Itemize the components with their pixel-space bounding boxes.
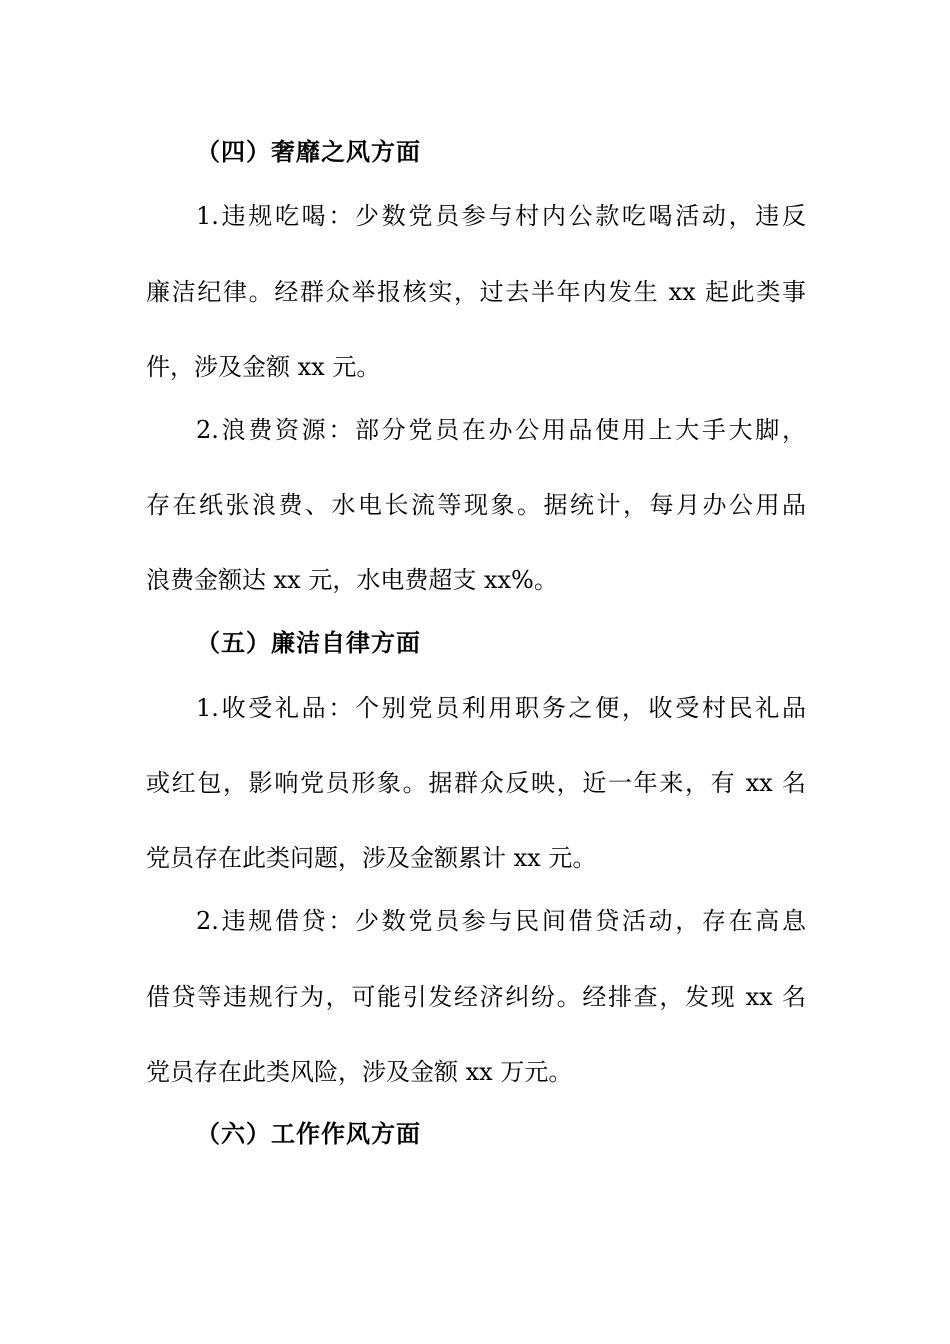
paragraph-line: 2.浪费资源：部分党员在办公用品使用上大手大脚， [196,416,806,444]
paragraph-line: 浪费金额达 xx 元，水电费超支 xx%。 [146,566,558,594]
section-heading-5: （五）廉洁自律方面 [196,629,421,657]
paragraph-line: 或红包，影响党员形象。据群众反映，近一年来，有 xx 名 [146,769,806,797]
paragraph-line: 党员存在此类问题，涉及金额累计 xx 元。 [146,844,597,872]
paragraph-line: 党员存在此类风险，涉及金额 xx 万元。 [146,1058,573,1086]
paragraph-line: 1.违规吃喝：少数党员参与村内公款吃喝活动，违反 [196,202,806,230]
paragraph-line: 1.收受礼品：个别党员利用职务之便，收受村民礼品 [196,694,806,722]
section-heading-4: （四）奢靡之风方面 [196,138,421,166]
section-heading-6: （六）工作作风方面 [196,1120,421,1148]
paragraph-line: 件，涉及金额 xx 元。 [146,353,381,381]
paragraph-line: 借贷等违规行为，可能引发经济纠纷。经排查，发现 xx 名 [146,983,806,1011]
paragraph-line: 廉洁纪律。经群众举报核实，过去半年内发生 xx 起此类事 [146,278,806,306]
paragraph-line: 存在纸张浪费、水电长流等现象。据统计，每月办公用品 [146,491,806,519]
paragraph-line: 2.违规借贷：少数党员参与民间借贷活动，存在高息 [196,907,806,935]
